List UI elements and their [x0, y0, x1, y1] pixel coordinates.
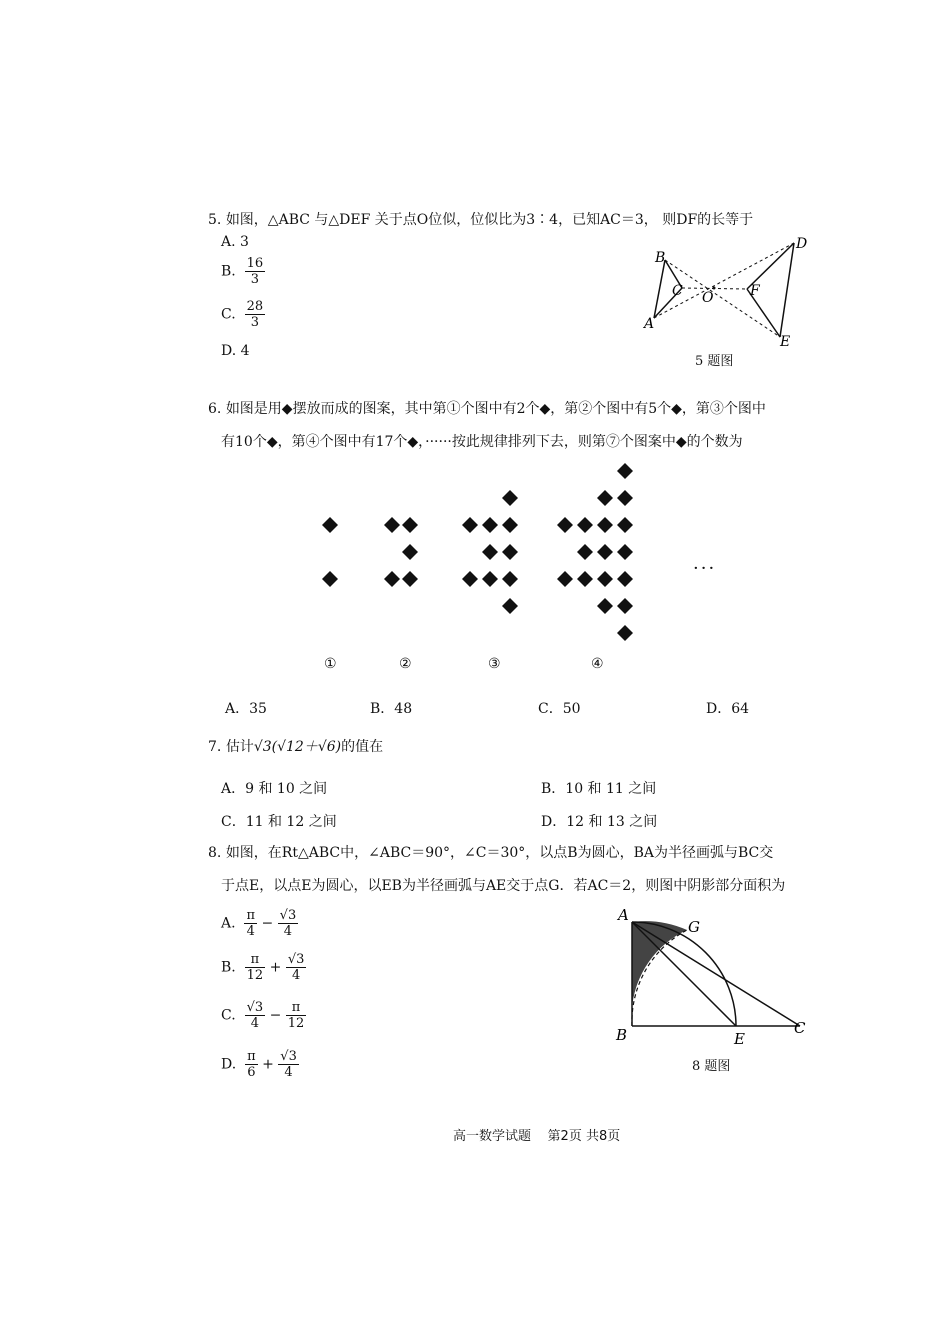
q7-expression: √3(√12＋√6) [253, 739, 342, 755]
q5-figure-caption: 5 题图 [695, 354, 734, 369]
q8-point-c: C [794, 1019, 806, 1037]
q6-option-a: A．35 [225, 701, 267, 717]
q5-point-f: F [750, 283, 760, 299]
q6-pattern-1 [322, 517, 338, 587]
q5-number: 5. [208, 212, 222, 228]
q5-option-a: A. 3 [221, 234, 249, 250]
q5-point-b: B [655, 250, 666, 266]
q8-point-e: E [734, 1030, 745, 1048]
q6-label-1: ① [324, 656, 337, 672]
q7-option-a: A．9 和 10 之间 [221, 781, 328, 797]
q5-stem [208, 210, 753, 230]
q8-line1: 8. 如图，在Rt△ABC中，∠ABC＝90°，∠C＝30°，以点B为圆心，BA为半径画弧与BC交 [208, 845, 774, 861]
q8-point-b: B [616, 1026, 628, 1044]
q7-option-b: B．10 和 11 之间 [541, 781, 657, 797]
q5-figure [630, 230, 820, 350]
q7-option-d: D．12 和 13 之间 [541, 814, 658, 830]
q6-ellipsis: ··· [693, 558, 717, 579]
page-footer [453, 1125, 620, 1144]
q6-pattern-4 [557, 463, 633, 641]
q5-text: 如图，△ABC 与△DEF 关于点O位似，位似比为3∶4，已知AC＝3， 则DF的长等于 [225, 212, 754, 228]
q5-option-c: C. $\frac{28}{3}$ [221, 299, 264, 330]
q6-label-3: ③ [488, 656, 501, 672]
q8-option-c: C. $\frac{√3}{4}$ − $\frac{\pi}{12}$ [221, 1000, 305, 1031]
q5-point-e: E [780, 334, 791, 350]
q5-point-c: C [672, 283, 683, 299]
q8-line2: 于点E，以点E为圆心，以EB为半径画弧与AE交于点G．若AC＝2，则图中阴影部分面积为 [221, 878, 786, 894]
q6-label-2: ② [399, 656, 412, 672]
q6-option-b: B．48 [370, 701, 413, 717]
q8-option-b: B. $\frac{\pi}{12}$ + $\frac{√3}{4}$ [221, 952, 305, 983]
footer-subject: 高一数学试题 [453, 1129, 532, 1144]
q8-option-d: D. $\frac{\pi}{6}$ + $\frac{√3}{4}$ [221, 1049, 297, 1080]
q5-point-d: D [796, 236, 808, 252]
q6-option-d: D．64 [706, 701, 750, 717]
q8-figure-caption: 8 题图 [692, 1059, 731, 1074]
q8-point-a: A [618, 906, 629, 924]
q6-pattern-2 [384, 517, 418, 587]
q5-point-a: A [644, 316, 655, 332]
q5-option-d: D. 4 [221, 343, 250, 359]
q8-figure [610, 900, 820, 1050]
q6-figure [300, 455, 740, 680]
q6-option-c: C．50 [538, 701, 581, 717]
footer-page: 第2页 共8页 [547, 1129, 621, 1144]
q6-line2: 有10个◆，第④个图中有17个◆，······按此规律排列下去，则第⑦个图案中◆的个数为 [221, 434, 743, 450]
q8-option-a: A. $\frac{\pi}{4}$ − $\frac{√3}{4}$ [221, 908, 297, 939]
q5-point-o: O [702, 290, 714, 306]
q6-label-4: ④ [591, 656, 604, 672]
q7-option-c: C．11 和 12 之间 [221, 814, 337, 830]
q6-pattern-3 [462, 490, 518, 614]
q6-line1: 6. 如图是用◆摆放而成的图案，其中第①个图中有2个◆，第②个图中有5个◆，第③个图中 [208, 401, 766, 417]
q8-point-g: G [688, 918, 700, 936]
q7-stem: 7. 估计√3(√12＋√6)的值在 [208, 739, 384, 755]
q5-option-b: B. $\frac{16}{3}$ [221, 256, 264, 287]
